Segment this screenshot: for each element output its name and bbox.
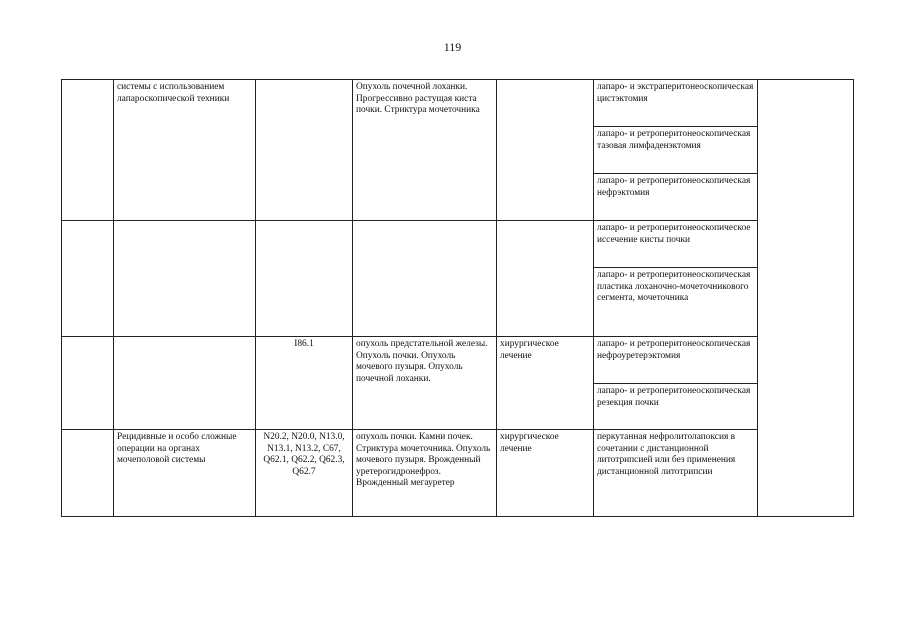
title-cell	[114, 221, 256, 337]
method-cell: лапаро- и ретроперитонеоскопическая нефрэктомия	[594, 174, 758, 221]
code-cell: N20.2, N20.0, N13.0, N13.1, N13.2, C67, Q62.1, Q62.2, Q62.3, Q62.7	[256, 430, 353, 517]
title-cell: системы с использованием лапароскопической техники	[114, 80, 256, 221]
page-number: 119	[443, 40, 462, 54]
title-cell	[114, 337, 256, 430]
method-cell: лапаро- и ретроперитонеоскопическая пластика лоханочно-мочеточникового сегмента, мочеточника	[594, 268, 758, 337]
number-cell	[62, 337, 114, 430]
method-cell: лапаро- и ретроперитонеоскопическая резекция почки	[594, 384, 758, 430]
code-cell	[256, 221, 353, 337]
table-row	[62, 221, 854, 268]
diagnosis-cell: Опухоль почечной лоханки. Прогрессивно растущая киста почки. Стриктура мочеточника	[353, 80, 497, 221]
method-cell: лапаро- и ретроперитонеоскопическая тазовая лимфаденэктомия	[594, 127, 758, 174]
number-cell	[62, 80, 114, 221]
method-cell: перкутанная нефролитолапоксия в сочетании с дистанционной литотрипсией или без применения дистанционной литотрипсии	[594, 430, 758, 517]
treatment-cell: хирургическое лечение	[497, 430, 594, 517]
title-cell: Рецидивные и особо сложные операции на органах мочеполовой системы	[114, 430, 256, 517]
diagnosis-cell: опухоль предстательной железы. Опухоль почки. Опухоль мочевого пузыря. Опухоль почечной лоханки.	[353, 337, 497, 430]
treatment-cell: хирургическое лечение	[497, 337, 594, 430]
method-cell: лапаро- и ретроперитонеоскопическое иссечение кисты почки	[594, 221, 758, 268]
procedures-table	[61, 79, 854, 517]
extra-cell	[758, 80, 854, 517]
treatment-cell	[497, 80, 594, 221]
table-row	[62, 430, 854, 517]
code-cell	[256, 80, 353, 221]
method-cell: лапаро- и экстраперитонеоскопическая цистэктомия	[594, 80, 758, 127]
code-cell: I86.1	[256, 337, 353, 430]
method-cell: лапаро- и ретроперитонеоскопическая нефроуретерэктомия	[594, 337, 758, 384]
table-row	[62, 337, 854, 384]
number-cell	[62, 221, 114, 337]
table-row	[62, 80, 854, 127]
number-cell	[62, 430, 114, 517]
diagnosis-cell	[353, 221, 497, 337]
diagnosis-cell: опухоль почки. Камни почек. Стриктура мочеточника. Опухоль мочевого пузыря. Врожденный уретерогидронефроз. Врожденный мегауретер	[353, 430, 497, 517]
treatment-cell	[497, 221, 594, 337]
